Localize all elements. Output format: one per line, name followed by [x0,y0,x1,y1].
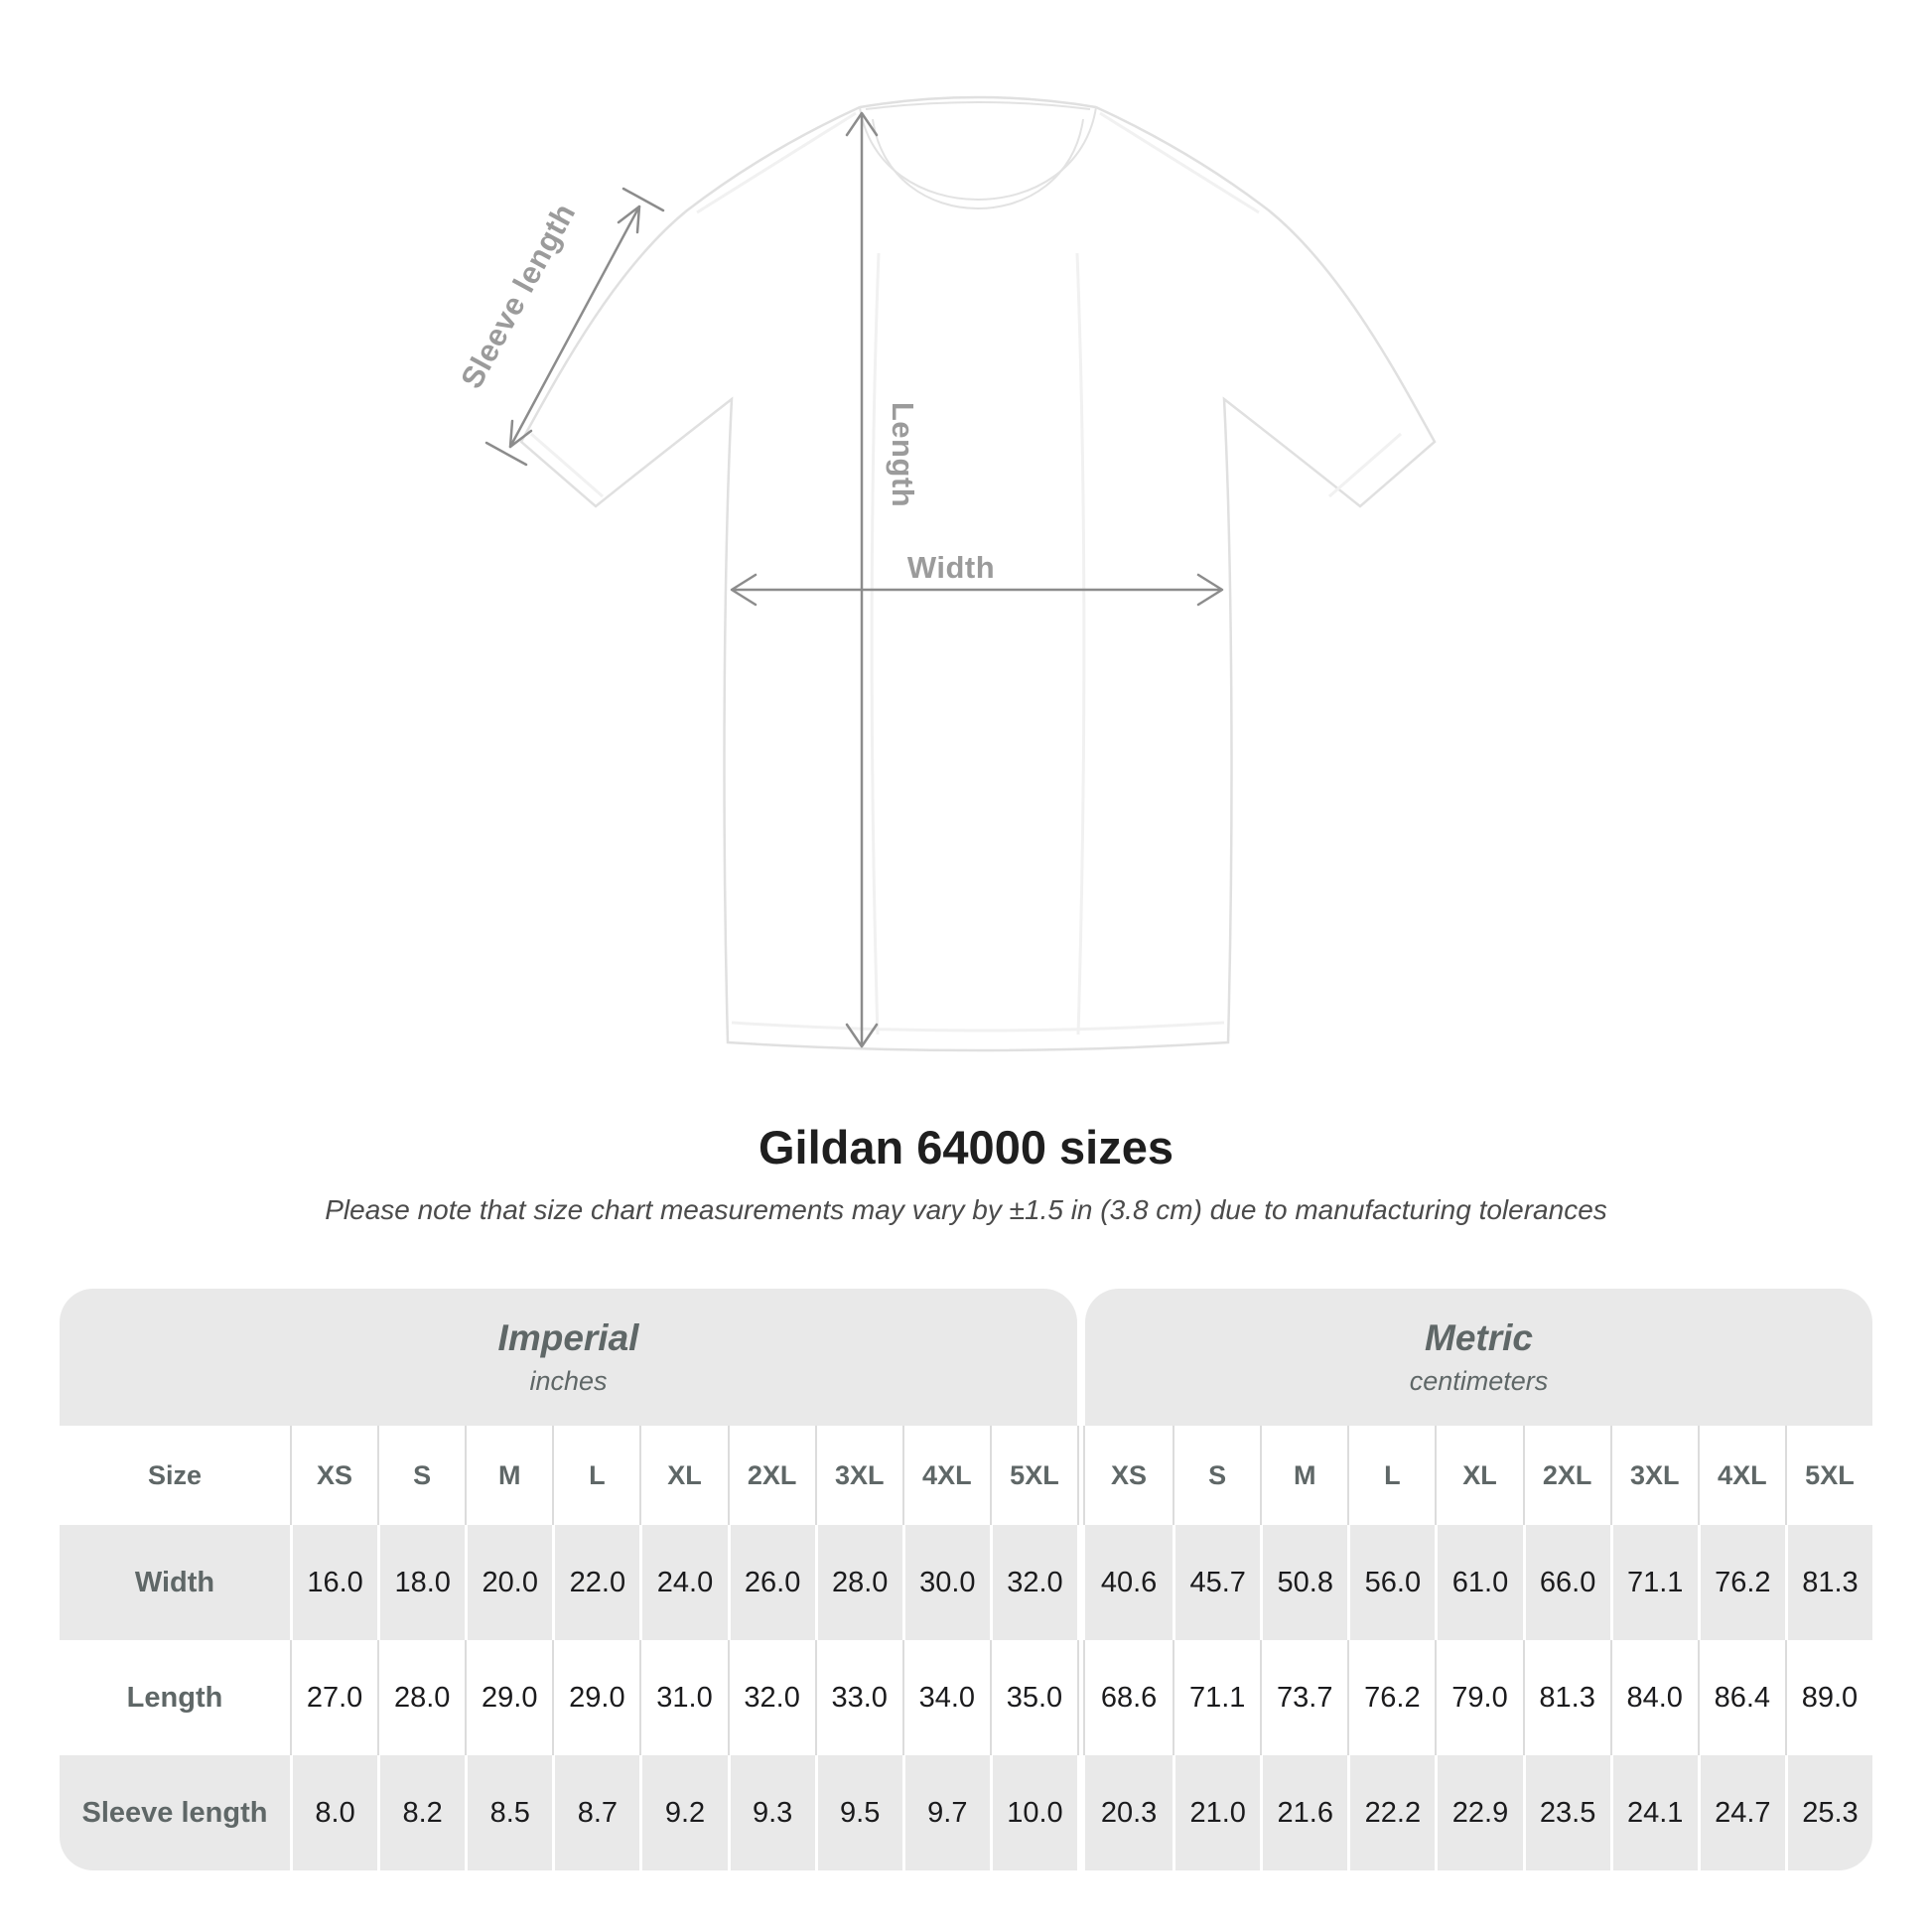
size-header-cell: M [1260,1426,1347,1525]
size-header-cell: 2XL [728,1426,815,1525]
value-cell: 10.0 [990,1755,1077,1870]
column-group-spacer [1077,1755,1085,1870]
row-label-cell: Width [60,1525,290,1640]
value-cell: 45.7 [1173,1525,1260,1640]
value-cell: 28.0 [377,1640,465,1755]
size-header-cell: 5XL [1785,1426,1872,1525]
column-group-spacer [1077,1525,1085,1640]
value-cell: 32.0 [728,1640,815,1755]
size-header-cell: L [552,1426,639,1525]
value-cell: 20.0 [465,1525,552,1640]
length-label: Length [886,401,920,508]
value-cell: 30.0 [902,1525,990,1640]
value-cell: 8.5 [465,1755,552,1870]
value-cell: 18.0 [377,1525,465,1640]
size-header-cell: 4XL [902,1426,990,1525]
page-title: Gildan 64000 sizes [758,1121,1174,1173]
value-cell: 20.3 [1085,1755,1173,1870]
value-cell: 29.0 [465,1640,552,1755]
metric-header [1085,1289,1872,1426]
size-header-cell: S [377,1426,465,1525]
size-header-cell: XS [290,1426,377,1525]
value-cell: 16.0 [290,1525,377,1640]
value-cell: 34.0 [902,1640,990,1755]
value-cell: 66.0 [1523,1525,1610,1640]
value-cell: 81.3 [1785,1525,1872,1640]
value-cell: 23.5 [1523,1755,1610,1870]
size-table [60,1289,1872,1870]
value-cell: 76.2 [1698,1525,1785,1640]
size-header-row [60,1426,1872,1525]
value-cell: 50.8 [1260,1525,1347,1640]
sleeve-length-label: Sleeve length [454,197,583,395]
value-cell: 89.0 [1785,1640,1872,1755]
size-header-cell: XL [1435,1426,1522,1525]
value-cell: 8.2 [377,1755,465,1870]
size-header-cell: M [465,1426,552,1525]
value-cell: 86.4 [1698,1640,1785,1755]
column-group-spacer [1077,1426,1085,1525]
value-cell: 32.0 [990,1525,1077,1640]
value-cell: 22.9 [1435,1755,1522,1870]
value-cell: 61.0 [1435,1525,1522,1640]
value-cell: 24.1 [1610,1755,1698,1870]
value-cell: 71.1 [1173,1640,1260,1755]
value-cell: 79.0 [1435,1640,1522,1755]
size-corner-cell: Size [60,1426,290,1525]
size-header-cell: 5XL [990,1426,1077,1525]
row-label-cell: Sleeve length [60,1755,290,1870]
column-group-spacer [1077,1640,1085,1755]
size-header-cell: 2XL [1523,1426,1610,1525]
imperial-header [60,1289,1077,1426]
table-row-width [60,1525,1872,1640]
value-cell: 25.3 [1785,1755,1872,1870]
imperial-unit: inches [529,1366,608,1396]
size-header-cell: 3XL [815,1426,902,1525]
table-row-length [60,1640,1872,1755]
size-header-cell: XS [1085,1426,1173,1525]
value-cell: 9.7 [902,1755,990,1870]
value-cell: 40.6 [1085,1525,1173,1640]
row-label-cell: Length [60,1640,290,1755]
width-label: Width [906,550,996,585]
value-cell: 24.0 [639,1525,727,1640]
value-cell: 21.6 [1260,1755,1347,1870]
size-header-cell: S [1173,1426,1260,1525]
value-cell: 9.2 [639,1755,727,1870]
value-cell: 8.7 [552,1755,639,1870]
tolerance-note: Please note that size chart measurements may vary by ±1.5 in (3.8 cm) due to manufacturing tolerances [325,1194,1607,1225]
metric-unit: centimeters [1409,1366,1549,1396]
value-cell: 56.0 [1347,1525,1435,1640]
imperial-title: Imperial [497,1317,639,1358]
value-cell: 76.2 [1347,1640,1435,1755]
value-cell: 21.0 [1173,1755,1260,1870]
value-cell: 73.7 [1260,1640,1347,1755]
value-cell: 22.2 [1347,1755,1435,1870]
value-cell: 27.0 [290,1640,377,1755]
value-cell: 28.0 [815,1525,902,1640]
value-cell: 8.0 [290,1755,377,1870]
value-cell: 24.7 [1698,1755,1785,1870]
value-cell: 84.0 [1610,1640,1698,1755]
value-cell: 35.0 [990,1640,1077,1755]
unit-header-row [60,1289,1872,1426]
size-header-cell: 3XL [1610,1426,1698,1525]
value-cell: 68.6 [1085,1640,1173,1755]
value-cell: 22.0 [552,1525,639,1640]
value-cell: 31.0 [639,1640,727,1755]
value-cell: 26.0 [728,1525,815,1640]
value-cell: 71.1 [1610,1525,1698,1640]
value-cell: 33.0 [815,1640,902,1755]
size-header-cell: XL [639,1426,727,1525]
value-cell: 9.3 [728,1755,815,1870]
metric-title: Metric [1425,1317,1533,1358]
size-header-cell: L [1347,1426,1435,1525]
table-row-sleeve-length [60,1755,1872,1870]
size-header-cell: 4XL [1698,1426,1785,1525]
value-cell: 9.5 [815,1755,902,1870]
value-cell: 29.0 [552,1640,639,1755]
value-cell: 81.3 [1523,1640,1610,1755]
